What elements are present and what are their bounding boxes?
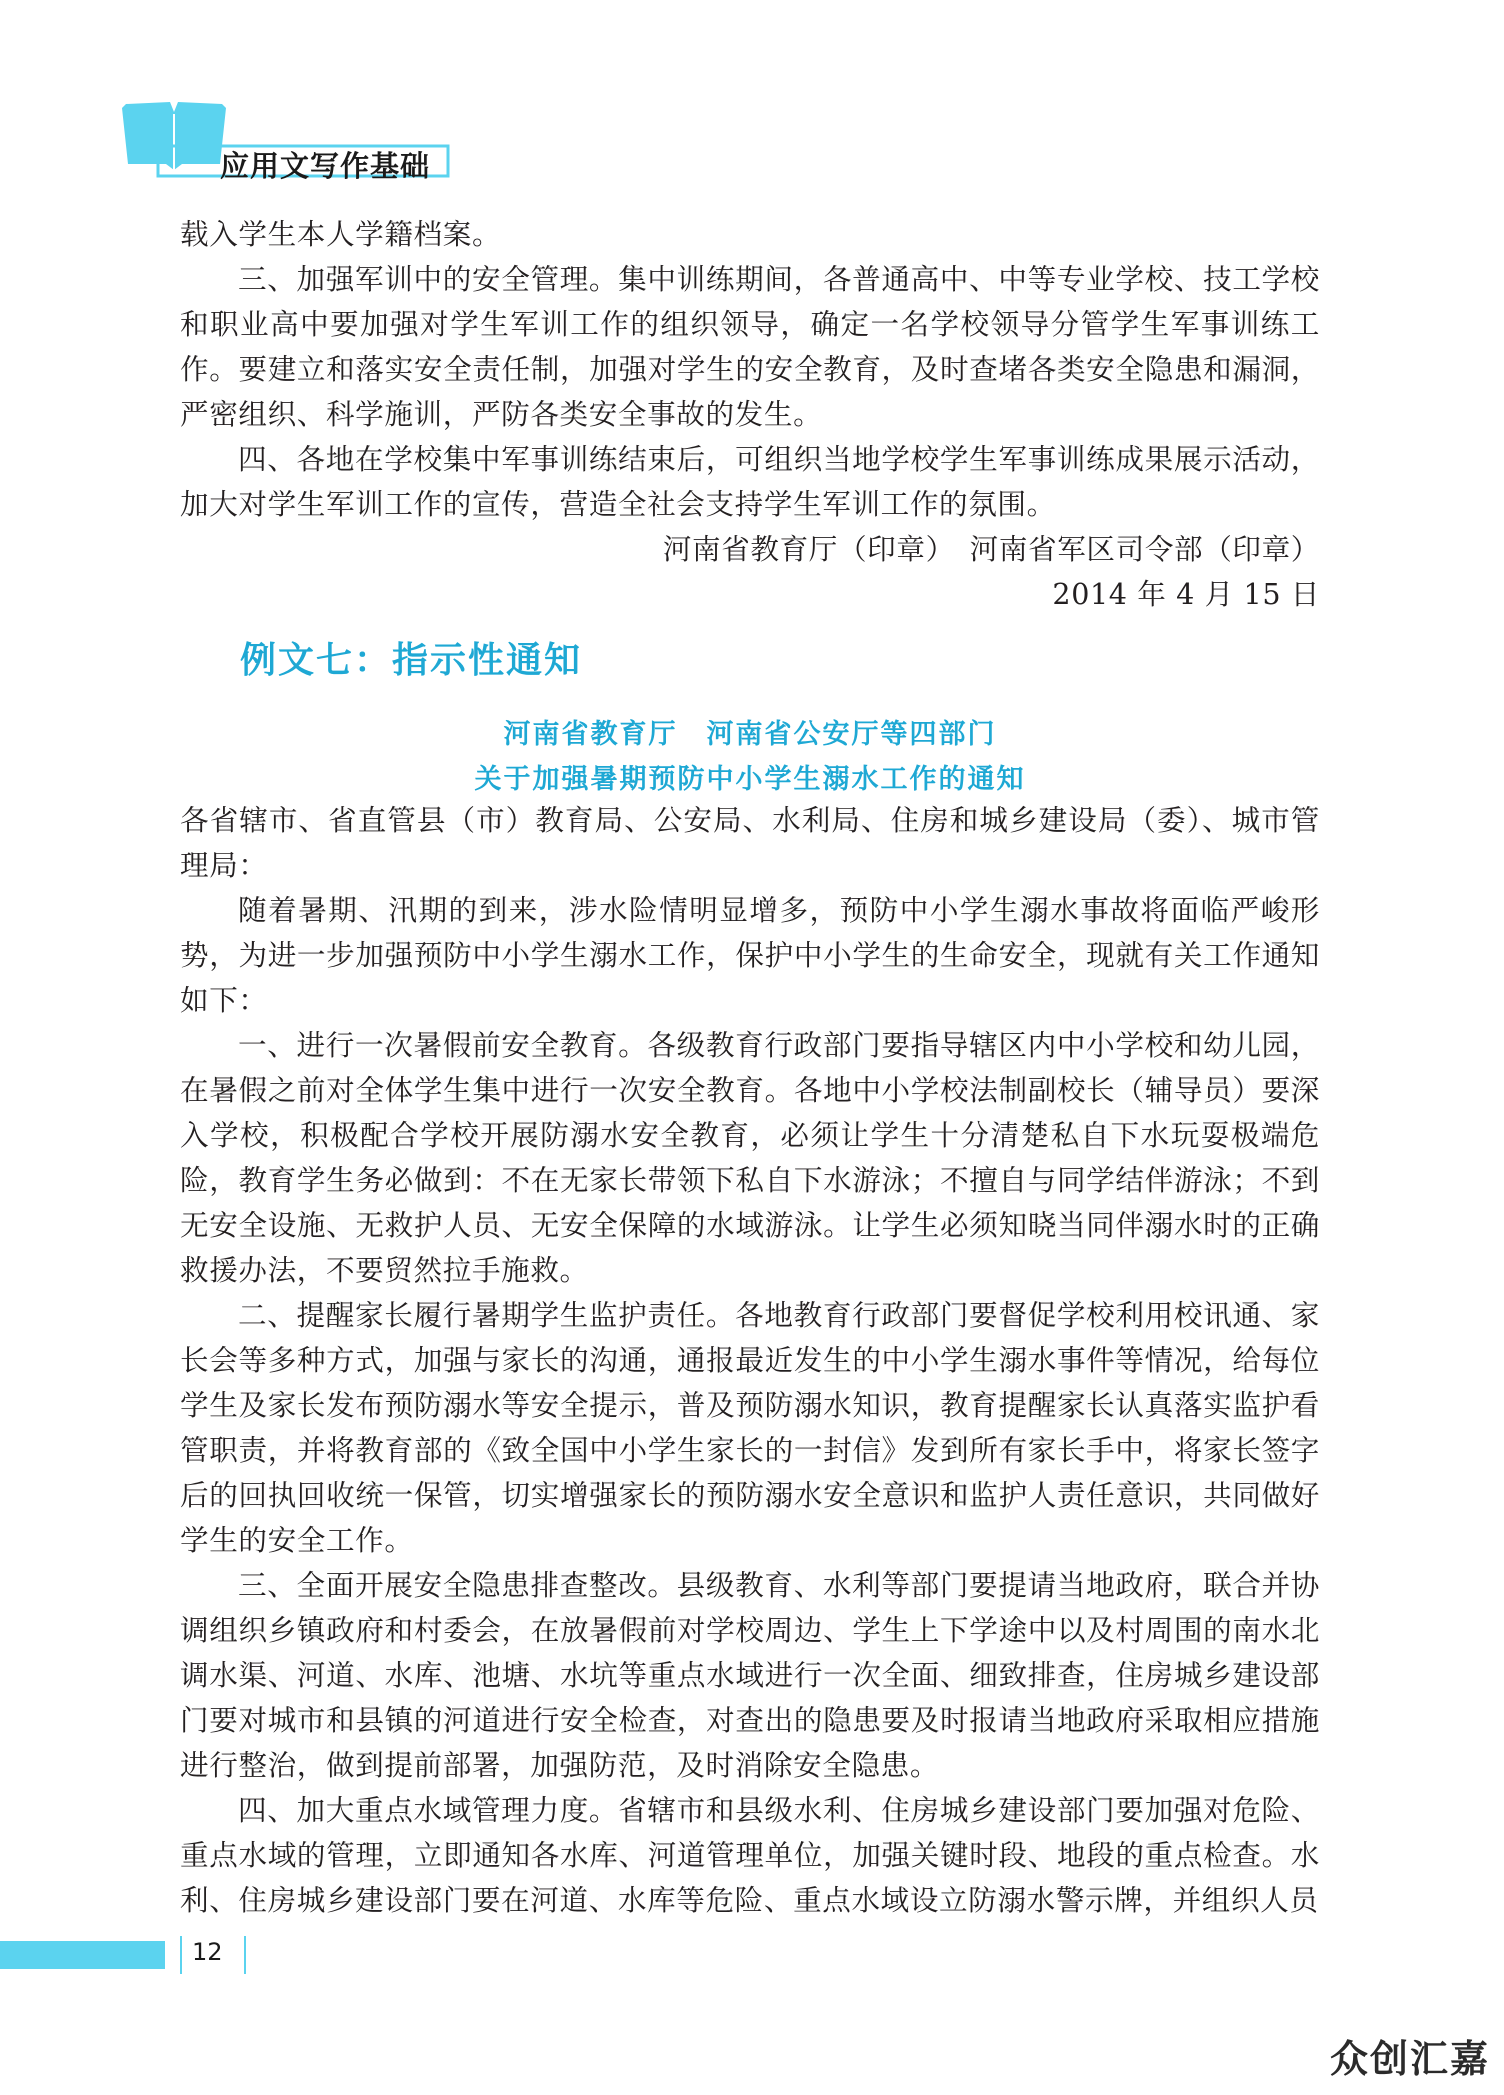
- book-title: 应用文写作基础: [220, 149, 431, 183]
- doc-title-line-2: 关于加强暑期预防中小学生溺水工作的通知: [474, 764, 1026, 795]
- doc-title-line-1: 河南省教育厅 河南省公安厅等四部门: [503, 719, 997, 750]
- item-2-paragraph: 二、提醒家长履行暑期学生监护责任。各地教育行政部门要督促学校利用校讯通、家长会等多种方式，加强与家长的沟通，通报最近发生的中小学生溺水事件等情况，给每位学生及家长发布预防溺水等安全提示，普及预防溺水知识，教育提醒家长认真落实监护看管职责，并将教育部的《致全国中小学生家长的一封信》发到所有家长手中，将家长签字后的回执回收统一保管，切实增强家长的预防溺水安全意识和监护人责任意识，共同做好学生的安全工作。: [180, 1298, 1320, 1557]
- signature-line: 河南省教育厅（印章） 河南省军区司令部（印章）: [662, 532, 1320, 566]
- item-3-paragraph: 三、全面开展安全隐患排查整改。县级教育、水利等部门要提请当地政府，联合并协调组织乡镇政府和村委会，在放暑假前对学校周边、学生上下学途中以及村周围的南水北调水渠、河道、水库、池塘、水坑等重点水域进行一次全面、细致排查，住房城乡建设部门要对城市和县镇的河道进行安全检查，对查出的隐患要及时报请当地政府采取相应措施进行整治，做到提前部署，加强防范，及时消除安全隐患。: [180, 1568, 1320, 1782]
- salutation: 各省辖市、省直管县（市）教育局、公安局、水利局、住房和城乡建设局（委）、城市管理局：: [180, 803, 1320, 882]
- footer-bar: [0, 1941, 165, 1969]
- page-number: 12: [192, 1938, 223, 1966]
- watermark: 众创汇嘉: [1329, 2037, 1490, 2081]
- prev-paragraph-3: 三、加强军训中的安全管理。集中训练期间，各普通高中、中等专业学校、技工学校和职业高中要加强对学生军训工作的组织领导，确定一名学校领导分管学生军事训练工作。要建立和落实安全责任制，加强对学生的安全教育，及时查堵各类安全隐患和漏洞，严密组织、科学施训，严防各类安全事故的发生。: [180, 262, 1320, 431]
- prev-paragraph-4: 四、各地在学校集中军事训练结束后，可组织当地学校学生军事训练成果展示活动，加大对学生军训工作的宣传，营造全社会支持学生军训工作的氛围。: [180, 442, 1320, 521]
- item-4-paragraph: 四、加大重点水域管理力度。省辖市和县级水利、住房城乡建设部门要加强对危险、重点水域的管理，立即通知各水库、河道管理单位，加强关键时段、地段的重点检查。水利、住房城乡建设部门要在河道、水库等危险、重点水域设立防溺水警示牌，并组织人员: [180, 1793, 1320, 1917]
- header-logo: [118, 100, 458, 182]
- footer-rule-right: [244, 1936, 246, 1974]
- date-line: 2014 年 4 月 15 日: [1052, 577, 1320, 611]
- footer-rule-left: [180, 1936, 182, 1974]
- intro-paragraph: 随着暑期、汛期的到来，涉水险情明显增多，预防中小学生溺水事故将面临严峻形势，为进一步加强预防中小学生溺水工作，保护中小学生的生命安全，现就有关工作通知如下：: [180, 893, 1320, 1017]
- example-heading: 例文七：指示性通知: [240, 640, 583, 681]
- item-1-paragraph: 一、进行一次暑假前安全教育。各级教育行政部门要指导辖区内中小学校和幼儿园，在暑假之前对全体学生集中进行一次安全教育。各地中小学校法制副校长（辅导员）要深入学校，积极配合学校开展防溺水安全教育，必须让学生十分清楚私自下水玩耍极端危险，教育学生务必做到：不在无家长带领下私自下水游泳；不擅自与同学结伴游泳；不到无安全设施、无救护人员、无安全保障的水域游泳。让学生必须知晓当同伴溺水时的正确救援办法，不要贸然拉手施救。: [180, 1028, 1320, 1287]
- continuation-text: 载入学生本人学籍档案。: [180, 217, 502, 251]
